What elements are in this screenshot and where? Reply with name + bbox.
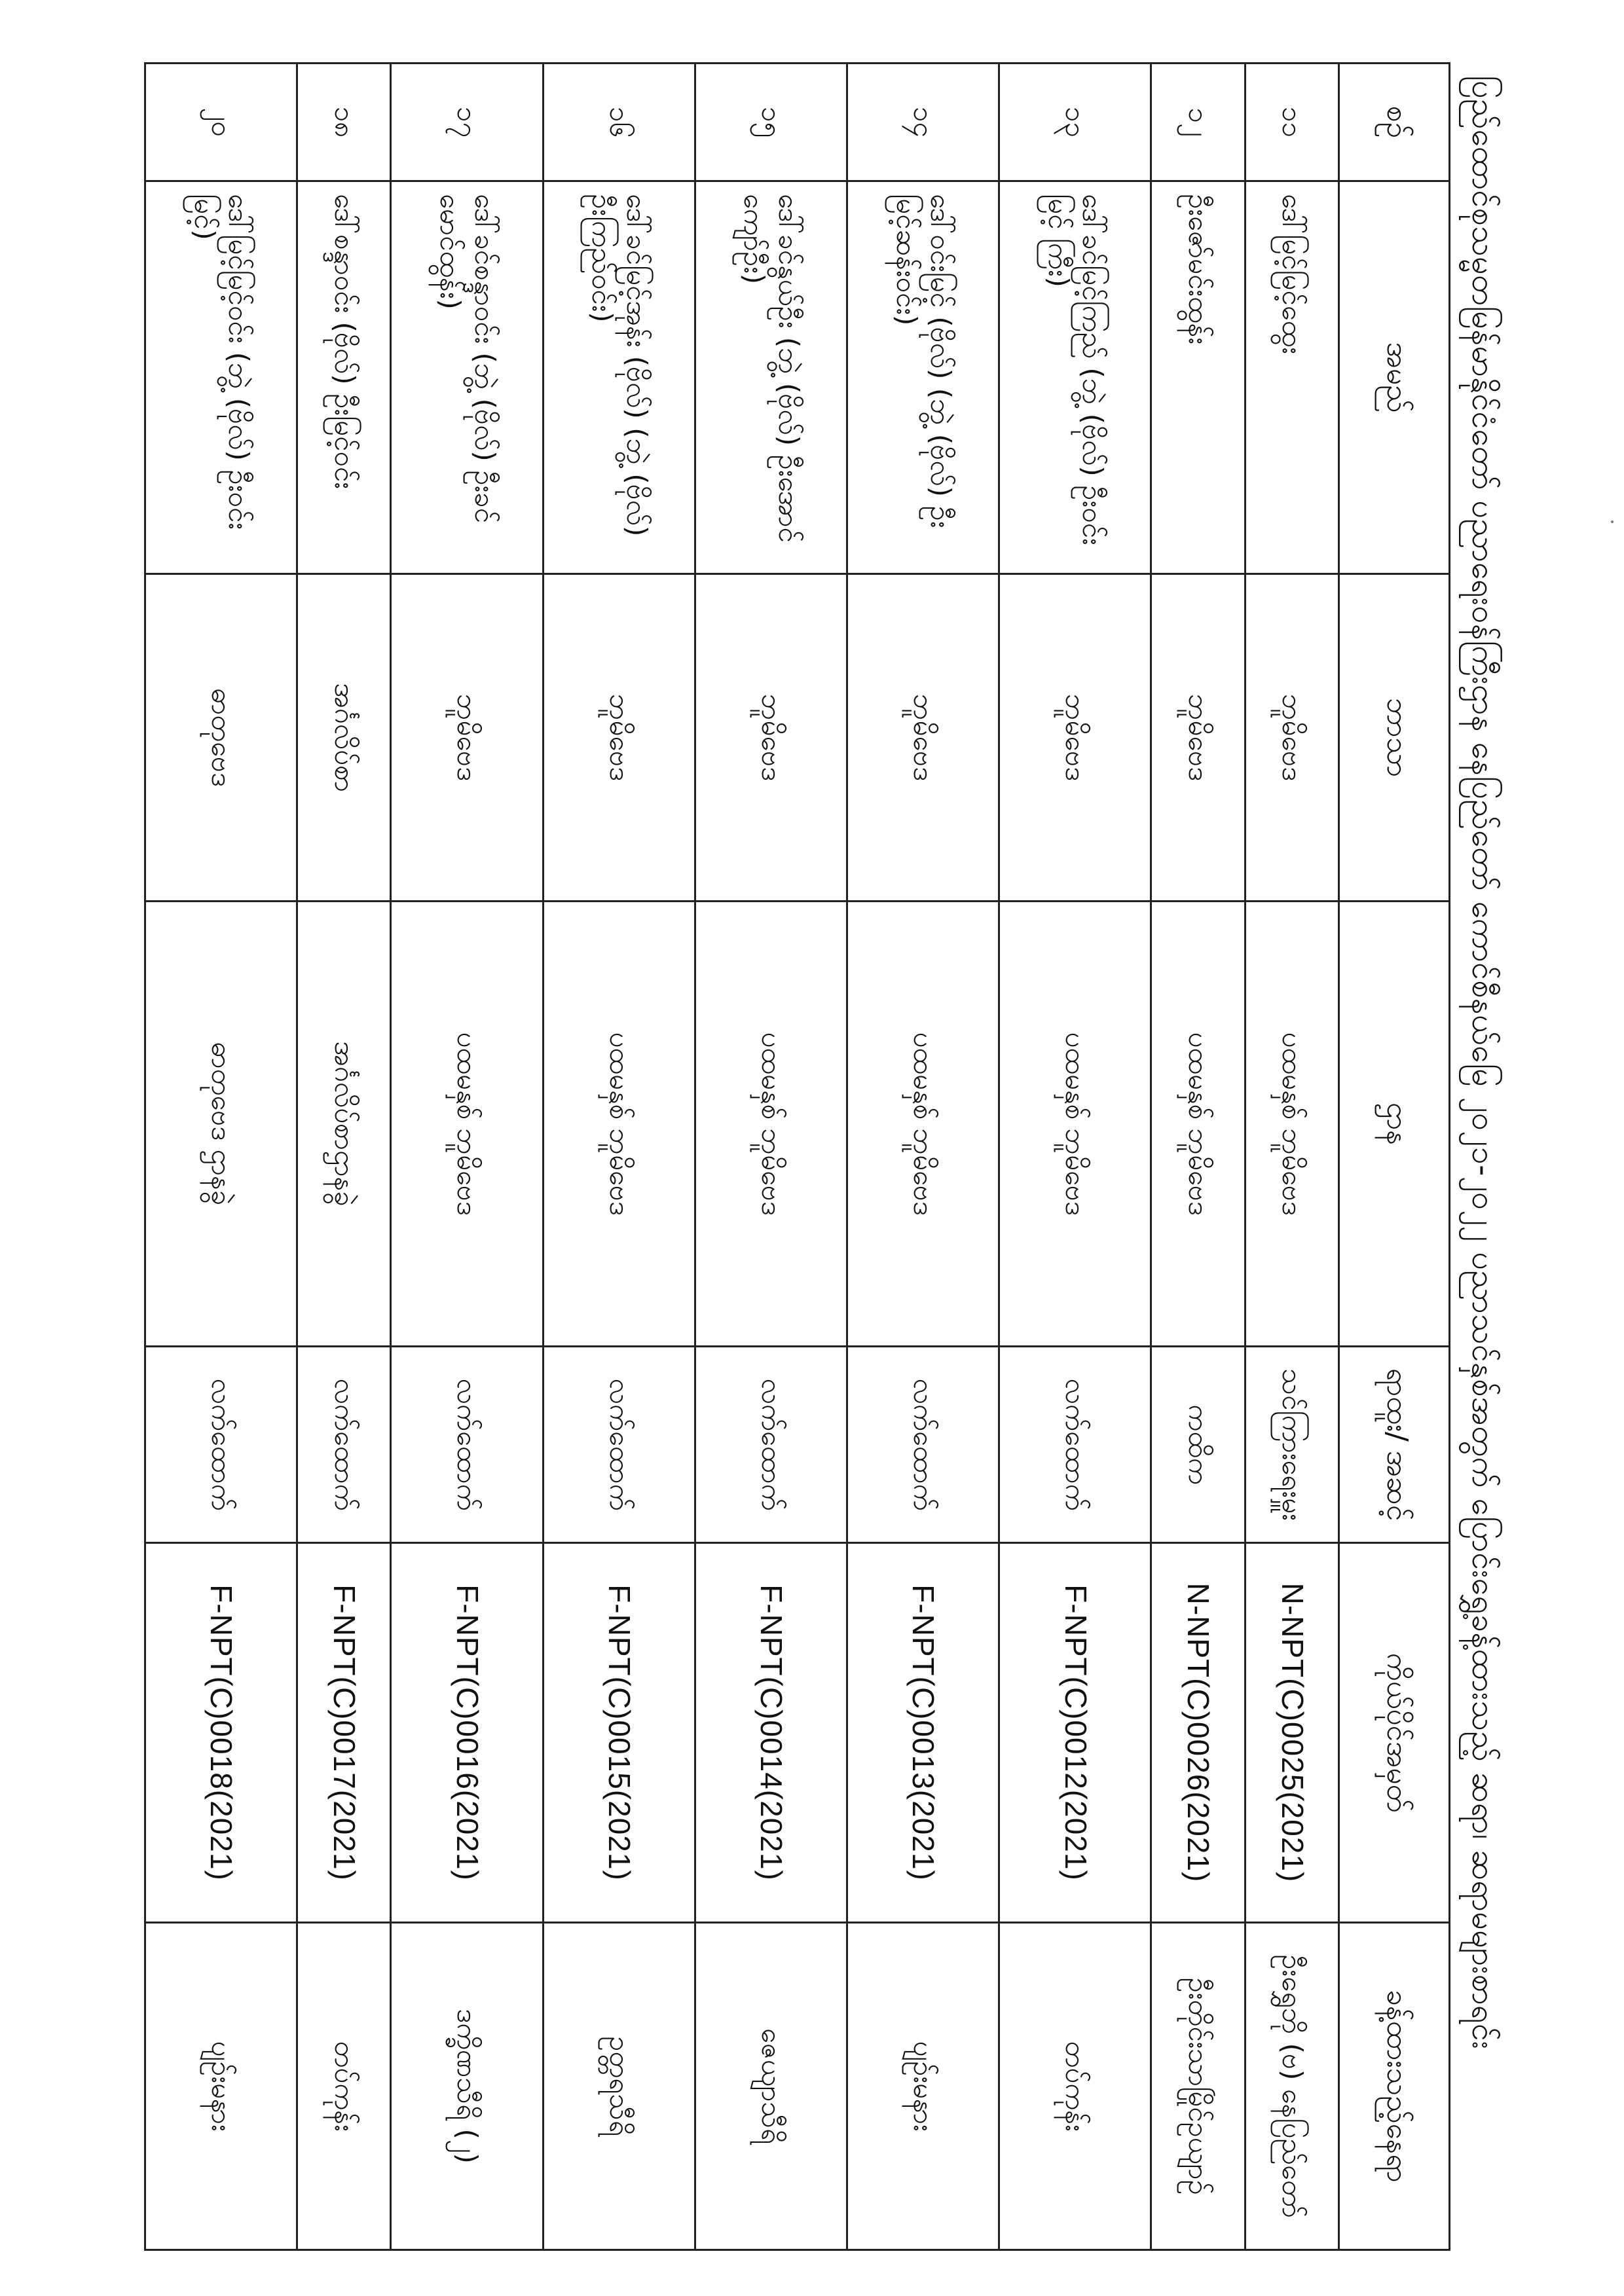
cell-grade: လက်ထောက်	[999, 1347, 1151, 1543]
cell-department: ပထမနှစ် ဘူမိဗေဒ	[391, 902, 543, 1347]
cell-grade: ကထိက	[1151, 1347, 1245, 1543]
cell-no: ၁၂	[1151, 64, 1245, 181]
cell-no: ၁၄	[847, 64, 999, 181]
header-no: စဉ်	[1339, 64, 1450, 181]
table-row	[297, 64, 391, 2250]
cell-name: ဒေါ်စန္ဒာဝင်း (ဗိုလ်) ဦးမြင့်ဝင်း	[297, 181, 391, 574]
cell-subject: ဘူမိဗေဒ	[1245, 574, 1338, 902]
document-title: ပြည်ထောင်စုသမ္မတမြန်မာနိုင်ငံတော် ပညာရေးဝန်ကြီးဌာန နေပြည်တော် ကောင်စီနယ်မြေ ၂၀၂၁-၂၀၂၂ ပညာသင်နှစ်အတွက် ပြောင်းရွှေ့ခန့်ထားသည့် ဆရာ၊ ဆရာမများစာရင်း	[1465, 75, 1502, 2050]
cell-place: တပ်ကုန်း	[999, 1923, 1151, 2250]
cell-no: ၁၇	[391, 64, 543, 181]
cell-subject: ဘူမိဗေဒ	[543, 574, 695, 902]
cell-subject: အင်္ဂလိပ်စာ	[297, 574, 391, 902]
cell-name: ဒေါ်ဝင်းမြင့် (ဗိုလ်) (ဘွဲ့ (ဗိုလ်) ဦးမြင့်ဆန်းဝင်း)	[847, 181, 999, 574]
header-department: ဌာန	[1339, 902, 1450, 1347]
table-row	[1245, 64, 1338, 2250]
cell-grade: သင်ကြားရေးမှူး	[1245, 1347, 1338, 1543]
cell-name: ဦးဇော်မင်းထွန်း	[1151, 181, 1245, 574]
cell-id: F-NPT(C)0016(2021)	[391, 1543, 543, 1923]
cell-grade: လက်ထောက်	[847, 1347, 999, 1543]
table-row	[391, 64, 543, 2250]
table-row	[695, 64, 847, 2250]
cell-name: ဒေါ်မြင့်မြင့်ထွေး	[1245, 181, 1338, 574]
cell-place: ဦးရွှေဘို (ဗ) နေပြည်တော်	[1245, 1923, 1338, 2250]
table-row	[1151, 64, 1245, 2250]
cell-department: ပထမနှစ် ဘူမိဗေဒ	[847, 902, 999, 1347]
header-subject: ဘာသာ	[1339, 574, 1450, 902]
header-name: အမည်	[1339, 181, 1450, 574]
cell-department: ပထမနှစ် ဘူမိဗေဒ	[1151, 902, 1245, 1347]
cell-id: N-NPT(C)0026(2021)	[1151, 1543, 1245, 1923]
cell-department: ဓာတုဗေဒ ဌာနခွဲ	[145, 902, 297, 1347]
cell-no: ၁၈	[297, 64, 391, 181]
cell-subject: ဘူမိဗေဒ	[999, 574, 1151, 902]
header-place: ခန့်ထားသည့်နေရာ	[1339, 1923, 1450, 2250]
cell-subject: ဓာတုဗေဒ	[145, 574, 297, 902]
cell-department: ပထမနှစ် ဘူမိဗေဒ	[543, 902, 695, 1347]
cell-subject: ဘူမိဗေဒ	[1151, 574, 1245, 902]
cell-grade: လက်ထောက်	[543, 1347, 695, 1543]
cell-grade: လက်ထောက်	[297, 1347, 391, 1543]
cell-name: ဒေါ်မြင့်မြင့်ဝင်း (ဘွဲ့ (ဗိုလ်) ဦးဝင်းမြင့်)	[145, 181, 297, 574]
cell-subject: ဘူမိဗေဒ	[695, 574, 847, 902]
cell-no: ၁၆	[543, 64, 695, 181]
cell-id: F-NPT(C)0015(2021)	[543, 1543, 695, 1923]
cell-subject: ဘူမိဗေဒ	[847, 574, 999, 902]
header-id: ကိုယ်ပိုင်အမှတ်	[1339, 1543, 1450, 1923]
cell-place: ပျဉ်းမနား	[847, 1923, 999, 2250]
cell-place: ဦးတိုင်းသာမြိုင်ဥယျာဉ်	[1151, 1923, 1245, 2250]
cell-grade: လက်ထောက်	[145, 1347, 297, 1543]
cell-id: N-NPT(C)0025(2021)	[1245, 1543, 1338, 1923]
table-row	[543, 64, 695, 2250]
cell-place: ပျဉ်းမနား	[145, 1923, 297, 2250]
cell-grade: လက်ထောက်	[695, 1347, 847, 1543]
cell-id: F-NPT(C)0014(2021)	[695, 1543, 847, 1923]
cell-department: ပထမနှစ် ဘူမိဗေဒ	[1245, 902, 1338, 1347]
cell-id: F-NPT(C)0018(2021)	[145, 1543, 297, 1923]
header-row	[1339, 64, 1450, 2250]
cell-name: ဒေါ်ခင်နွယ်ဦး (ဘွဲ့ (ဗိုလ်) ဦးအောင်ကျော်ဦး)	[695, 181, 847, 574]
cell-department: အင်္ဂလိပ်စာဌာနခွဲ	[297, 902, 391, 1347]
cell-name: ဒေါ်ခင်မြင့်အုန်း (ဗိုလ်) (ဘွဲ့ (ဗိုလ်) ဦးကြည်ဝင်း)	[543, 181, 695, 574]
cell-id: F-NPT(C)0013(2021)	[847, 1543, 999, 1923]
rotated-table-block	[141, 62, 1516, 2249]
cell-place: ဥတ္တရသီရိ	[543, 1923, 695, 2250]
cell-place: ဒက္ခိဏသီရိ (၂)	[391, 1923, 543, 2250]
cell-id: F-NPT(C)0017(2021)	[297, 1543, 391, 1923]
cell-no: ၁၅	[695, 64, 847, 181]
cell-no: ၁၁	[1245, 64, 1338, 181]
cell-grade: လက်ထောက်	[391, 1347, 543, 1543]
scan-speck	[1611, 520, 1614, 523]
cell-no: ၂၀	[145, 64, 297, 181]
table-row	[847, 64, 999, 2250]
staff-assignment-table	[144, 62, 1450, 2251]
cell-department: ပထမနှစ် ဘူမိဗေဒ	[999, 902, 1151, 1347]
cell-name: ဒေါ်ခင်မြင့်ကြည် (ဘွဲ့ (ဗိုလ်) ဦးဝင်းမြင့် ကြီး)	[999, 181, 1151, 574]
table-row	[145, 64, 297, 2250]
cell-place: တပ်ကုန်း	[297, 1923, 391, 2250]
header-grade: ရာထူး/ အဆင့်	[1339, 1347, 1450, 1543]
cell-subject: ဘူမိဗေဒ	[391, 574, 543, 902]
cell-name: ဒေါ်ခင်စန္ဒာဝင်း (ဘွဲ့ (ဗိုလ်) ဦးခင်မောင်ထွန်း)	[391, 181, 543, 574]
table-row	[999, 64, 1151, 2250]
cell-id: F-NPT(C)0012(2021)	[999, 1543, 1151, 1923]
cell-department: ပထမနှစ် ဘူမိဗေဒ	[695, 902, 847, 1347]
cell-place: ဇေယျာသီရိ	[695, 1923, 847, 2250]
cell-no: ၁၃	[999, 64, 1151, 181]
